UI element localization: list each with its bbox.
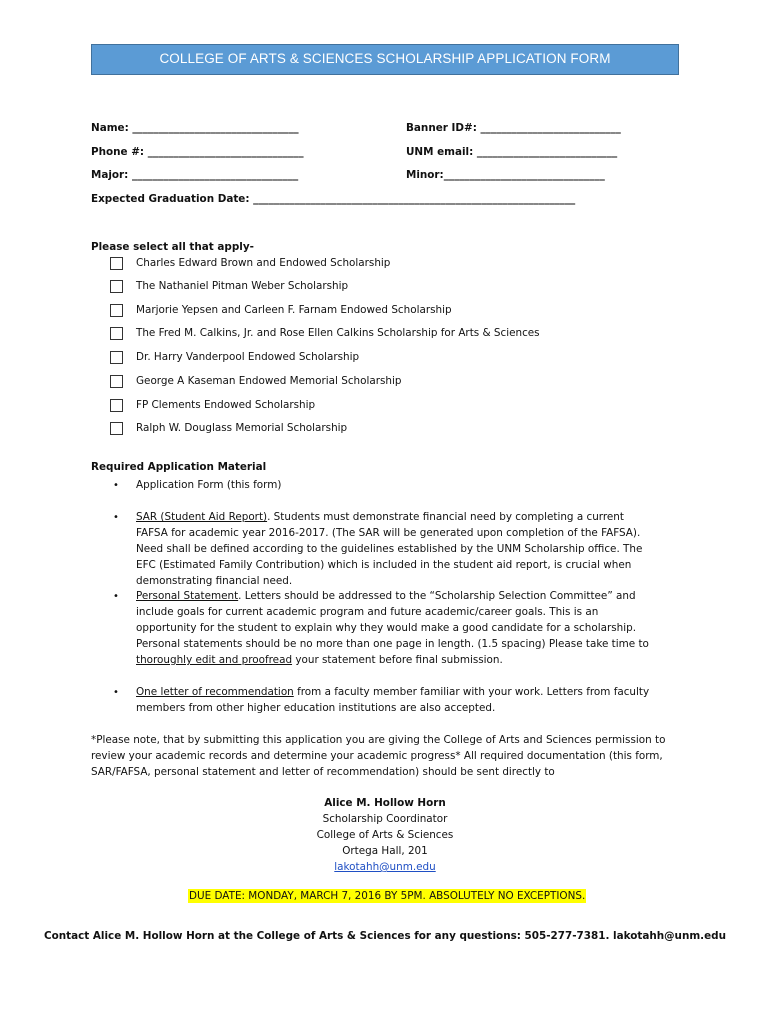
scholarship-option[interactable]: [110, 279, 348, 293]
form-title-banner: [91, 44, 679, 75]
bullet-icon: •: [113, 480, 119, 491]
unm-email-field[interactable]: UNM email: ___________________________: [406, 146, 618, 158]
checkbox[interactable]: [110, 422, 123, 435]
checkbox[interactable]: [110, 304, 123, 317]
recommendation-link[interactable]: One letter of recommendation: [136, 686, 294, 698]
bullet-icon: •: [113, 687, 119, 698]
scholarship-option[interactable]: [110, 256, 390, 270]
contact-block: [0, 795, 770, 875]
sar-description: . Students must demonstrate financial need by completing a current FAFSA for academic year 2016-2017. (The SAR will be generated upon completion of the FAFSA). Need shall be defined according to the guidelines established by the UNM Scholarship office. The EFC (Estimated Family Contribution) which is included in the student aid report, is crucial when demonstrating financial need.: [136, 511, 643, 587]
recommendation-item: [136, 684, 656, 716]
personal-statement-link[interactable]: Personal Statement: [136, 590, 239, 602]
checkbox[interactable]: [110, 280, 123, 293]
application-form-item: Application Form (this form): [136, 479, 282, 491]
scholarship-label: The Fred M. Calkins, Jr. and Rose Ellen Calkins Scholarship for Arts & Sciences: [136, 327, 540, 339]
coordinator-college: College of Arts & Sciences: [316, 829, 454, 841]
personal-statement-end: your statement before final submission.: [292, 654, 503, 666]
minor-field[interactable]: Minor:_______________________________: [406, 169, 605, 181]
scholarship-option[interactable]: [110, 421, 347, 435]
select-label: Please select all that apply-: [91, 241, 254, 253]
coordinator-email-link[interactable]: lakotahh@unm.edu: [334, 861, 436, 873]
scholarship-option[interactable]: [110, 374, 401, 388]
bullet-icon: •: [113, 591, 119, 602]
due-date-notice: DUE DATE: MONDAY, MARCH 7, 2016 BY 5PM. ABSOLUTELY NO EXCEPTIONS.: [189, 890, 586, 902]
checkbox[interactable]: [110, 375, 123, 388]
coordinator-name: Alice M. Hollow Horn: [324, 797, 446, 809]
scholarship-label: Ralph W. Douglass Memorial Scholarship: [136, 422, 348, 434]
scholarship-label: Marjorie Yepsen and Carleen F. Farnam Endowed Scholarship: [136, 304, 452, 316]
graduation-date-field[interactable]: Expected Graduation Date: ______________________________________________________________: [91, 193, 576, 205]
scholarship-label: FP Clements Endowed Scholarship: [136, 399, 316, 411]
permission-note: *Please note, that by submitting this application you are giving the College of Arts and Sciences permission to review your academic records and determine your academic progress* All required documentation (this form, SAR/FAFSA, personal statement and letter of recommendation) should be sent directly to: [91, 734, 666, 778]
coordinator-office: Ortega Hall, 201: [342, 845, 428, 857]
sar-item: [136, 509, 656, 589]
bullet-icon: •: [113, 512, 119, 523]
required-material-label: Required Application Material: [91, 461, 267, 473]
scholarship-option[interactable]: [110, 350, 359, 364]
name-field[interactable]: Name: ________________________________: [91, 122, 299, 134]
scholarship-option[interactable]: [110, 326, 540, 340]
scholarship-label: Charles Edward Brown and Endowed Scholarship: [136, 257, 391, 269]
coordinator-role: Scholarship Coordinator: [322, 813, 448, 825]
banner-id-field[interactable]: Banner ID#: ___________________________: [406, 122, 621, 134]
scholarship-label: The Nathaniel Pitman Weber Scholarship: [136, 280, 349, 292]
checkbox[interactable]: [110, 351, 123, 364]
scholarship-label: Dr. Harry Vanderpool Endowed Scholarship: [136, 351, 360, 363]
recommendation-description: from a faculty member familiar with your work. Letters from faculty members from other higher education institutions are also accepted.: [136, 686, 650, 714]
edit-proofread-emphasis: thoroughly edit and proofread: [136, 654, 293, 666]
sar-link[interactable]: SAR (Student Aid Report): [136, 511, 268, 523]
footer-contact: Contact Alice M. Hollow Horn at the College of Arts & Sciences for any questions: 505-277-7381. lakotahh@unm.edu: [43, 930, 726, 942]
phone-field[interactable]: Phone #: ______________________________: [91, 146, 304, 158]
scholarship-option[interactable]: [110, 303, 452, 317]
major-field[interactable]: Major: ________________________________: [91, 169, 299, 181]
scholarship-label: George A Kaseman Endowed Memorial Scholarship: [136, 375, 402, 387]
personal-statement-item: [136, 588, 656, 668]
scholarship-option[interactable]: [110, 398, 315, 412]
checkbox[interactable]: [110, 327, 123, 340]
checkbox[interactable]: [110, 399, 123, 412]
personal-statement-description: . Letters should be addressed to the “Scholarship Selection Committee” and include goals for current academic program and future academic/career goals. This is an opportunity for the student to explain why they would make a good candidate for a scholarship. Personal statements should be no more than one page in length. (1.5 spacing) Please take time to: [136, 590, 649, 650]
checkbox[interactable]: [110, 257, 123, 270]
form-title: COLLEGE OF ARTS & SCIENCES SCHOLARSHIP APPLICATION FORM: [159, 51, 611, 67]
